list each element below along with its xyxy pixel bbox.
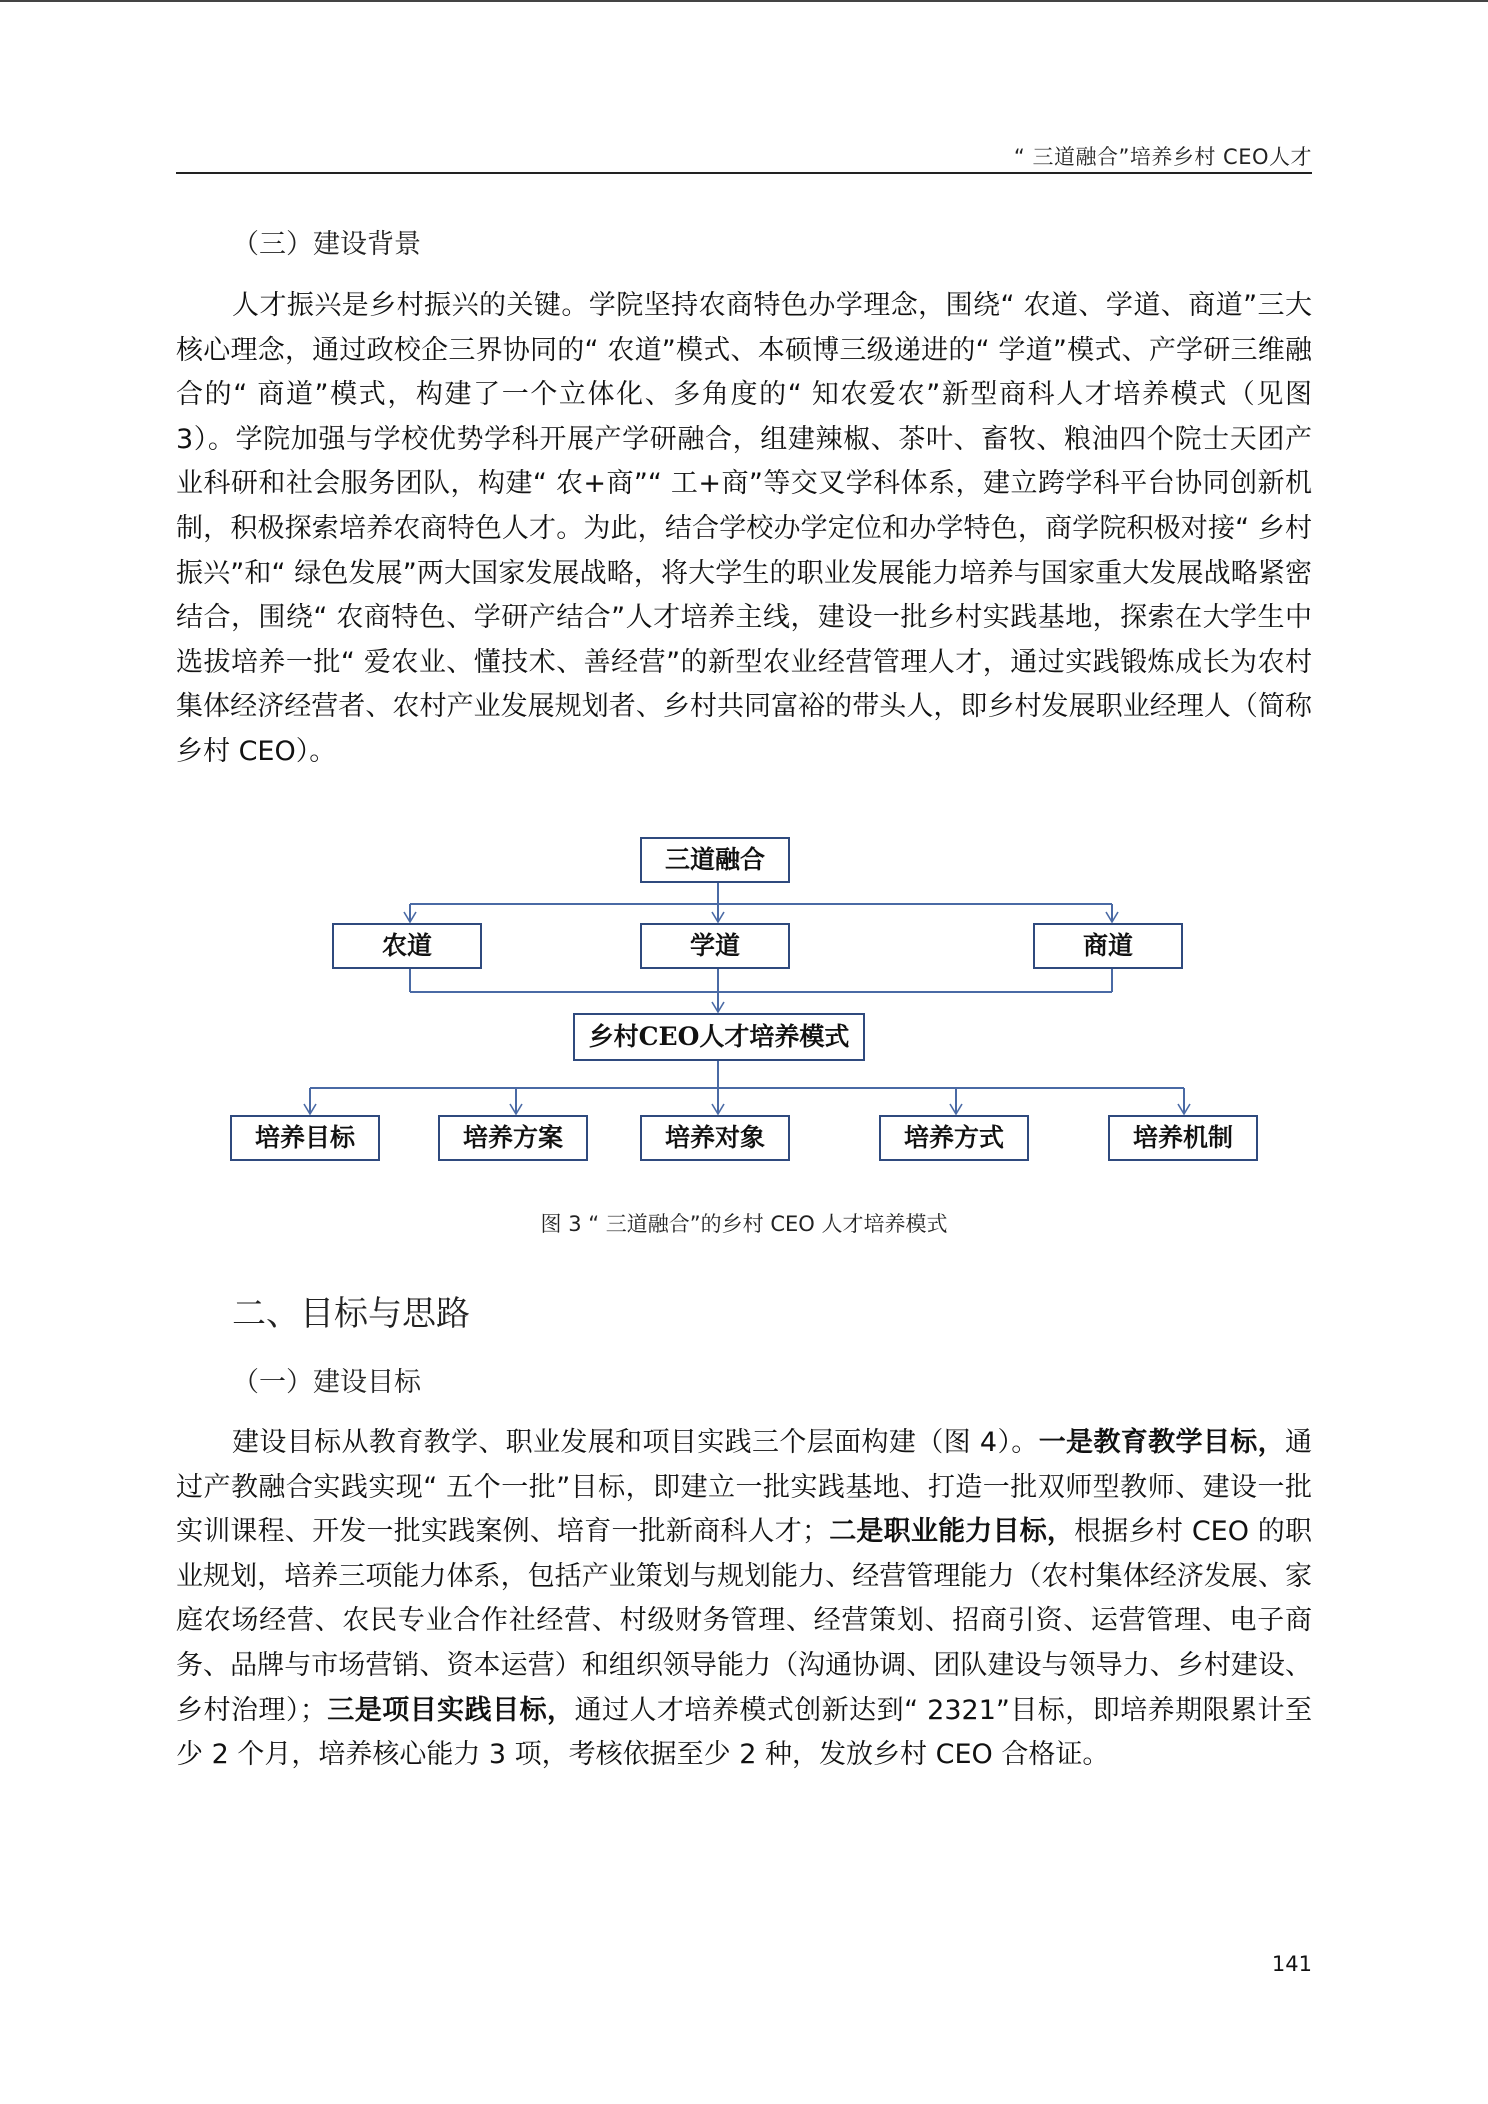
diagram-leaf-goal: 培养目标 <box>254 1123 356 1152</box>
section-heading-background: （三）建设背景 <box>232 229 421 260</box>
subheading-construction-goals: （一）建设目标 <box>232 1367 421 1398</box>
diagram-node-xuedao: 学道 <box>689 931 741 960</box>
diagram-root-label: 三道融合 <box>664 845 766 874</box>
goal-three-text: 通过人才培养模式创新达到“ 2321”目标，即培养期限累计至少 2 个月，培养核心能力 3 项，考核依据至少 2 种，发放乡村 CEO 合格证。 <box>176 1694 1312 1771</box>
page-number: 141 <box>1271 1952 1312 1976</box>
goals-intro: 建设目标从教育教学、职业发展和项目实践三个层面构建（图 4）。 <box>232 1427 1039 1458</box>
background-paragraph: 人才振兴是乡村振兴的关键。学院坚持农商特色办学理念，围绕“ 农道、学道、商道”三大核心理念，通过政校企三界协同的“ 农道”模式、本硕博三级递进的“ 学道”模式、产学研三维融合的“ 商道”模式，构建了一个立体化、多角度的“ 知农爱农”新型商科人才培养模式（见图 3）。学院加强与学校优势学科开展产学研融合，组建辣椒、茶叶、畜牧、粮油四个院士天团产业科研和社会服务团队，构建“ 农+商”“ 工+商”等交叉学科体系，建立跨学科平台协同创新机制，积极探索培养农商特色人才。为此，结合学校办学定位和办学特色，商学院积极对接“ 乡村振兴”和“ 绿色发展”两大国家发展战略，将大学生的职业发展能力培养与国家重大发展战略紧密结合，围绕“ 农商特色、学研产结合”人才培养主线，建设一批乡村实践基地，探索在大学生中选拔培养一批“ 爱农业、懂技术、善经营”的新型农业经营管理人才，通过实践锻炼成长为农村集体经济经营者、农村产业发展规划者、乡村共同富裕的带头人，即乡村发展职业经理人（简称乡村 CEO）。 <box>176 290 1312 767</box>
diagram-node-shangdao: 商道 <box>1082 931 1134 960</box>
running-header: “ 三道融合”培养乡村 CEO人才 <box>1013 145 1312 169</box>
diagram-leaf-plan: 培养方案 <box>462 1123 564 1152</box>
goal-one-label: 一是教育教学目标， <box>1038 1427 1286 1458</box>
diagram-leaf-mechanism: 培养机制 <box>1132 1123 1234 1152</box>
diagram-leaf-target: 培养对象 <box>664 1123 766 1152</box>
goal-two-text: 根据乡村 CEO 的职业规划，培养三项能力体系，包括产业策划与规划能力、经营管理能力（农村集体经济发展、家庭农场经营、农民专业合作社经营、村级财务管理、经营策划、招商引资、运营管理、电子商务、品牌与市场营销、资本运营）和组织领导能力（沟通协调、团队建设与领导力、乡村建设、乡村治理）； <box>176 1516 1313 1726</box>
goals-paragraph <box>176 1421 1312 1778</box>
goal-three-label: 三是项目实践目标， <box>326 1694 575 1726</box>
goal-one-text: 通过产教融合实践实现“ 五个一批”目标，即建立一批实践基地、打造一批双师型教师、建设一批实训课程、开发一批实践案例、培育一批新商科人才； <box>176 1427 1313 1548</box>
goal-two-label: 二是职业能力目标， <box>828 1516 1075 1548</box>
diagram-leaf-method: 培养方式 <box>903 1123 1005 1152</box>
figure-caption: 图 3 “ 三道融合”的乡村 CEO 人才培养模式 <box>540 1212 948 1236</box>
section-heading-goals: 二、目标与思路 <box>232 1294 470 1334</box>
diagram-center-label: 乡村CEO人才培养模式 <box>588 1022 850 1051</box>
diagram-node-nongdao: 农道 <box>381 931 433 960</box>
